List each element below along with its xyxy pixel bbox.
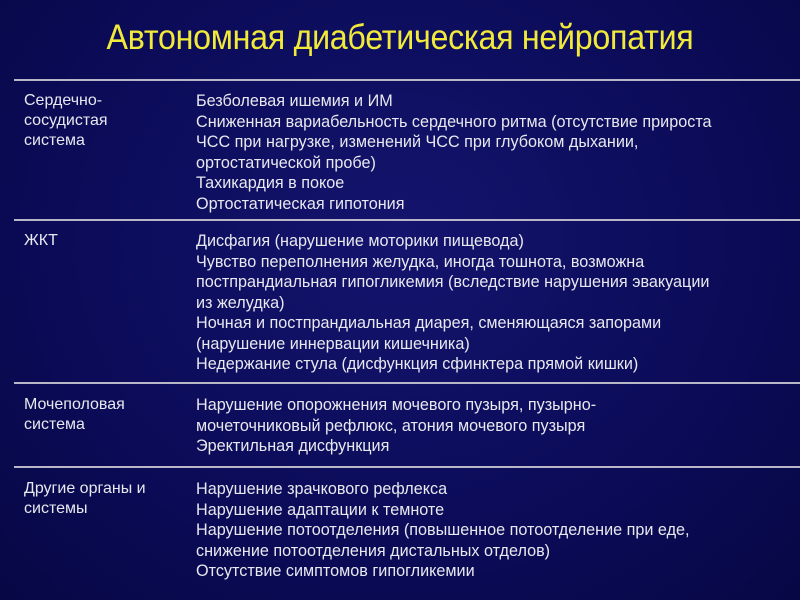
symptom-line: постпрандиальная гипогликемия (вследствие нарушения эвакуации	[196, 273, 710, 291]
system-label	[24, 231, 189, 251]
symptom-line: из желудка)	[196, 293, 285, 312]
symptom-line: Нарушение зрачкового рефлекса	[196, 480, 448, 498]
system-label-line: система	[24, 132, 85, 149]
system-label-line: сосудистая	[24, 112, 108, 129]
symptom-line: ЧСС при нагрузке, изменений ЧСС при глубоком дыхании,	[196, 133, 639, 151]
symptoms-table	[14, 79, 800, 593]
system-label-line: системы	[24, 500, 88, 517]
symptom-line: ортостатической пробе)	[196, 153, 376, 172]
table-row-other	[14, 468, 800, 593]
symptom-list	[196, 479, 796, 582]
symptom-line: Чувство переполнения желудка, иногда тошнота, возможна	[196, 252, 645, 271]
table-row-cardiovascular	[14, 81, 800, 219]
table-row-gi	[14, 221, 800, 382]
slide-title: Автономная диабетическая нейропатия	[106, 18, 694, 57]
symptom-list	[196, 91, 796, 214]
symptom-line: Нарушение опорожнения мочевого пузыря, пузырно-	[196, 396, 597, 414]
symptom-list	[196, 395, 796, 457]
symptom-line: Недержание стула (дисфункция сфинктера прямой кишки)	[196, 355, 639, 373]
symptom-line: Отсутствие симптомов гипогликемии	[196, 562, 475, 580]
system-label-line: Другие органы и	[24, 480, 146, 497]
symptom-line: Нарушение потоотделения (повышенное потоотделение при еде,	[196, 521, 690, 539]
symptom-line: Эректильная дисфункция	[196, 437, 390, 455]
symptom-line: Дисфагия (нарушение моторики пищевода)	[196, 232, 524, 250]
system-label	[24, 91, 189, 151]
symptom-line: Нарушение адаптации к темноте	[196, 500, 445, 519]
system-label-line: Мочеполовая	[24, 396, 125, 413]
symptom-line: Ортостатическая гипотония	[196, 194, 405, 213]
system-label-line: ЖКТ	[24, 232, 58, 249]
symptom-line: Тахикардия в покое	[196, 174, 345, 192]
symptom-line: мочеточниковый рефлюкс, атония мочевого пузыря	[196, 416, 586, 435]
symptom-line: Ночная и постпрандиальная диарея, сменяющаяся запорами	[196, 314, 662, 332]
symptom-line: Сниженная вариабельность сердечного ритма (отсутствие прироста	[196, 112, 712, 131]
symptom-line: Безболевая ишемия и ИМ	[196, 92, 393, 110]
symptom-line: снижение потоотделения дистальных отделов)	[196, 541, 551, 560]
system-label-line: Сердечно-	[24, 92, 103, 109]
system-label-line: система	[24, 416, 85, 433]
table-row-genitourinary	[14, 384, 800, 466]
symptom-line: (нарушение иннервации кишечника)	[196, 334, 470, 353]
system-label	[24, 479, 189, 519]
system-label	[24, 395, 189, 435]
symptom-list	[196, 231, 796, 375]
